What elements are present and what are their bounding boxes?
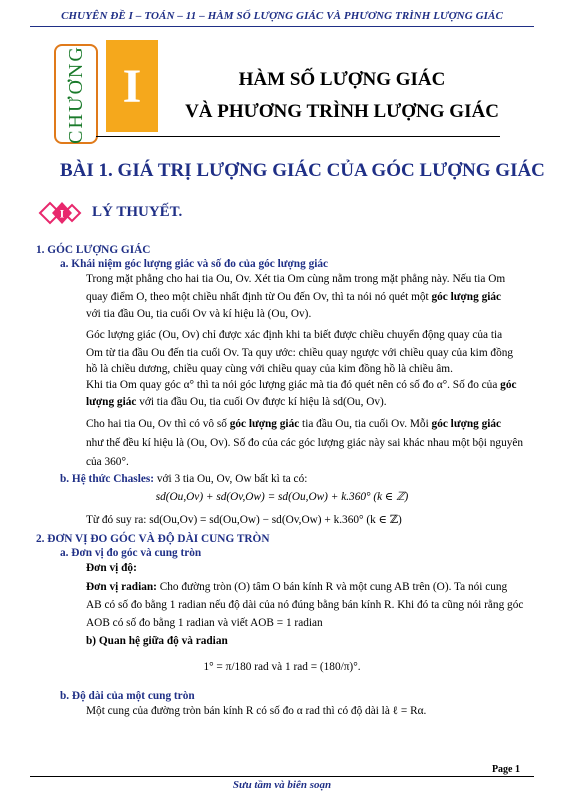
subheading-don-vi-do-degree: Đơn vị độ:	[86, 562, 137, 574]
text-line: Góc lượng giác (Ou, Ov) chỉ được xác định khi ta biết được chiều chuyển động quay của tia	[86, 329, 503, 341]
subheading-chasles: b. Hệ thức Chasles: với 3 tia Ou, Ov, Ow bất kì ta có:	[60, 473, 308, 485]
subheading-do-dai-cung: b. Độ dài của một cung tròn	[60, 690, 195, 702]
page-number: Page 1	[491, 764, 520, 775]
chapter-title	[172, 64, 512, 128]
lesson-title: BÀI 1. GIÁ TRỊ LƯỢNG GIÁC CỦA GÓC LƯỢNG GIÁC	[60, 160, 545, 181]
chapter-side-box	[54, 44, 98, 144]
subheading-khai-niem: a. Khái niệm góc lượng giác và số đo của góc lượng giác	[60, 258, 329, 270]
section-diamond-icon	[38, 201, 84, 225]
formula-degree-radian: 1° = π/180 rad và 1 rad = (180/π)°.	[203, 661, 361, 673]
header-rule	[30, 26, 534, 27]
formula-chasles: sd(Ou,Ov) + sd(Ov,Ow) = sd(Ou,Ow) + k.360° (k ∈ ℤ)	[155, 491, 409, 503]
text-line: AOB có số đo bằng 1 radian và viết AOB = 1 radian	[86, 617, 323, 629]
text-line: Một cung của đường tròn bán kính R có số đo α rad thì có độ dài là ℓ = Rα.	[86, 705, 427, 717]
text-line: Khi tia Om quay góc α° thì ta nói góc lượng giác mà tia đó quét nên có số đo α°. Số đo của góc	[86, 379, 517, 391]
text-line: AB có số đo bằng 1 radian nếu độ dài của nó đúng bằng bán kính R. Khi đó ta cũng nói rằng góc	[86, 599, 524, 611]
chapter-number-box	[106, 40, 158, 132]
heading-goc-luong-giac: 1. GÓC LƯỢNG GIÁC	[36, 244, 151, 256]
chapter-side-label: CHƯƠNG	[64, 44, 87, 144]
text-line: Om từ tia đầu Ou đến tia cuối Ov. Ta quy ước: chiều quay ngược với chiều quay của kim đồng	[86, 347, 514, 359]
text-line: lượng giác với tia đầu Ou, tia cuối Ov được kí hiệu là sd(Ou, Ov).	[86, 396, 387, 408]
text-line: Trong mặt phẳng cho hai tia Ou, Ov. Xét tia Om cùng nằm trong mặt phẳng này. Nếu tia Om	[86, 273, 506, 285]
text-line: quay điểm O, theo một chiều nhất định từ Ou đến Ov, thì ta nói nó quét một góc lượng giác	[86, 291, 502, 303]
running-header: CHUYÊN ĐỀ I – TOÁN – 11 – HÀM SỐ LƯỢNG GIÁC VÀ PHƯƠNG TRÌNH LƯỢNG GIÁC	[61, 10, 503, 22]
chapter-title-line-1: HÀM SỐ LƯỢNG GIÁC	[238, 69, 446, 90]
text-line: Đơn vị radian: Cho đường tròn (O) tâm O bán kính R và một cung AB trên (O). Ta nói cung	[86, 581, 508, 593]
chapter-title-line-2: VÀ PHƯƠNG TRÌNH LƯỢNG GIÁC	[185, 101, 499, 122]
section-number: I	[59, 206, 65, 221]
subheading-don-vi-do-goc: a. Đơn vị đo góc và cung tròn	[60, 547, 202, 559]
heading-don-vi-do: 2. ĐƠN VỊ ĐO GÓC VÀ ĐỘ DÀI CUNG TRÒN	[36, 533, 270, 545]
chapter-rule	[96, 136, 500, 137]
section-title: LÝ THUYẾT.	[92, 204, 183, 220]
footer-text: Sưu tầm và biên soạn	[232, 779, 332, 791]
text-line: Từ đó suy ra: sd(Ou,Ov) = sd(Ou,Ow) − sd(Ov,Ow) + k.360° (k ∈ ℤ)	[86, 514, 402, 526]
text-line: với tia đầu Ou, tia cuối Ov và kí hiệu là (Ou, Ov).	[86, 308, 312, 320]
text-line: như thế đều kí hiệu là (Ou, Ov). Số đo của các góc lượng giác này sai khác nhau một bội nguyên	[86, 437, 524, 449]
text-line: Cho hai tia Ou, Ov thì có vô số góc lượng giác tia đầu Ou, tia cuối Ov. Mỗi góc lượng giác	[86, 418, 502, 430]
chapter-number: I	[122, 59, 142, 113]
text-line: của 360°.	[86, 456, 129, 468]
footer-rule	[30, 776, 534, 777]
text-line: hồ là chiều dương, chiều quay cùng với chiều quay của kim đồng hồ là chiều âm.	[86, 363, 453, 375]
subheading-quan-he: b) Quan hệ giữa độ và radian	[86, 635, 228, 647]
